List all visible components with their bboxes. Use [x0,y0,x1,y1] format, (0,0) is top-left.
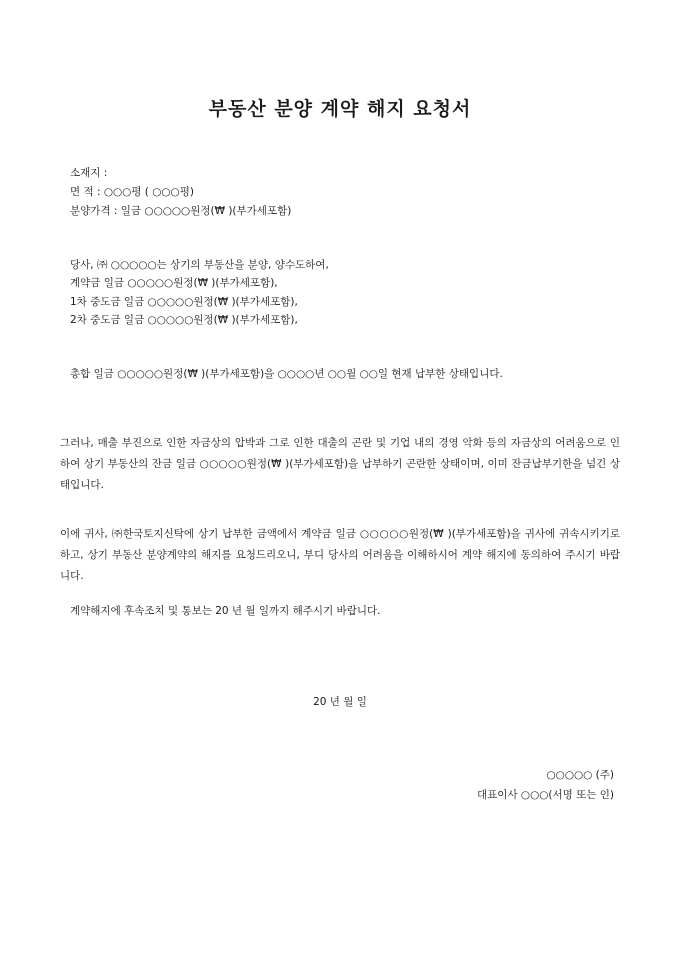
company-name: ○○○○○ (주) [546,769,614,781]
property-price: 분양가격 : 일금 ○○○○○원정(₩ )(부가세포함) [70,205,292,217]
paragraph-total-paid: 총합 일금 ○○○○○원정(₩ )(부가세포함)을 ○○○○년 ○○월 ○○일 현재 납부한 상태입니다. [70,368,503,380]
contract-first-interim: 1차 중도금 일금 ○○○○○원정(₩ )(부가세포함), [70,296,298,308]
paragraph-deadline: 계약해지에 후속조치 및 통보는 20 년 월 일까지 해주시기 바랍니다. [70,605,381,617]
document-title: 부동산 분양 계약 해지 요청서 [208,98,472,120]
representative-signature: 대표이사 ○○○(서명 또는 인) [477,789,614,801]
contract-intro: 당사, ㈜ ○○○○○는 상기의 부동산을 분양, 양수도하여, [70,259,329,271]
property-area: 면 적 : ○○○평 ( ○○○평) [70,186,194,198]
contract-deposit: 계약금 일금 ○○○○○원정(₩ )(부가세포함), [70,277,278,289]
paragraph-difficulty: 그러나, 매출 부진으로 인한 자금상의 압박과 그로 인한 대출의 곤란 및 기업 내의 경영 악화 등의 자금상의 어려움으로 인하여 상기 부동산의 잔금 일금 ○○○○○원정(₩ )(부가세포함)을 납부하기 곤란한 상태이며, 이미 잔금납부기한을 넘긴 상태입니다. [60,437,620,491]
paragraph-request: 이에 귀사, ㈜한국토지신탁에 상기 납부한 금액에서 계약금 일금 ○○○○○원정(₩ )(부가세포함)을 귀사에 귀속시키기로 하고, 상기 부동산 분양계약의 해지를 요청드리오니, 부디 당사의 어려움을 이해하시어 계약 해지에 동의하여 주시기 바랍니다. [60,528,620,582]
property-location: 소재지 : [70,167,108,179]
contract-second-interim: 2차 중도금 일금 ○○○○○원정(₩ )(부가세포함), [70,314,298,326]
document-date: 20 년 월 일 [313,696,367,708]
